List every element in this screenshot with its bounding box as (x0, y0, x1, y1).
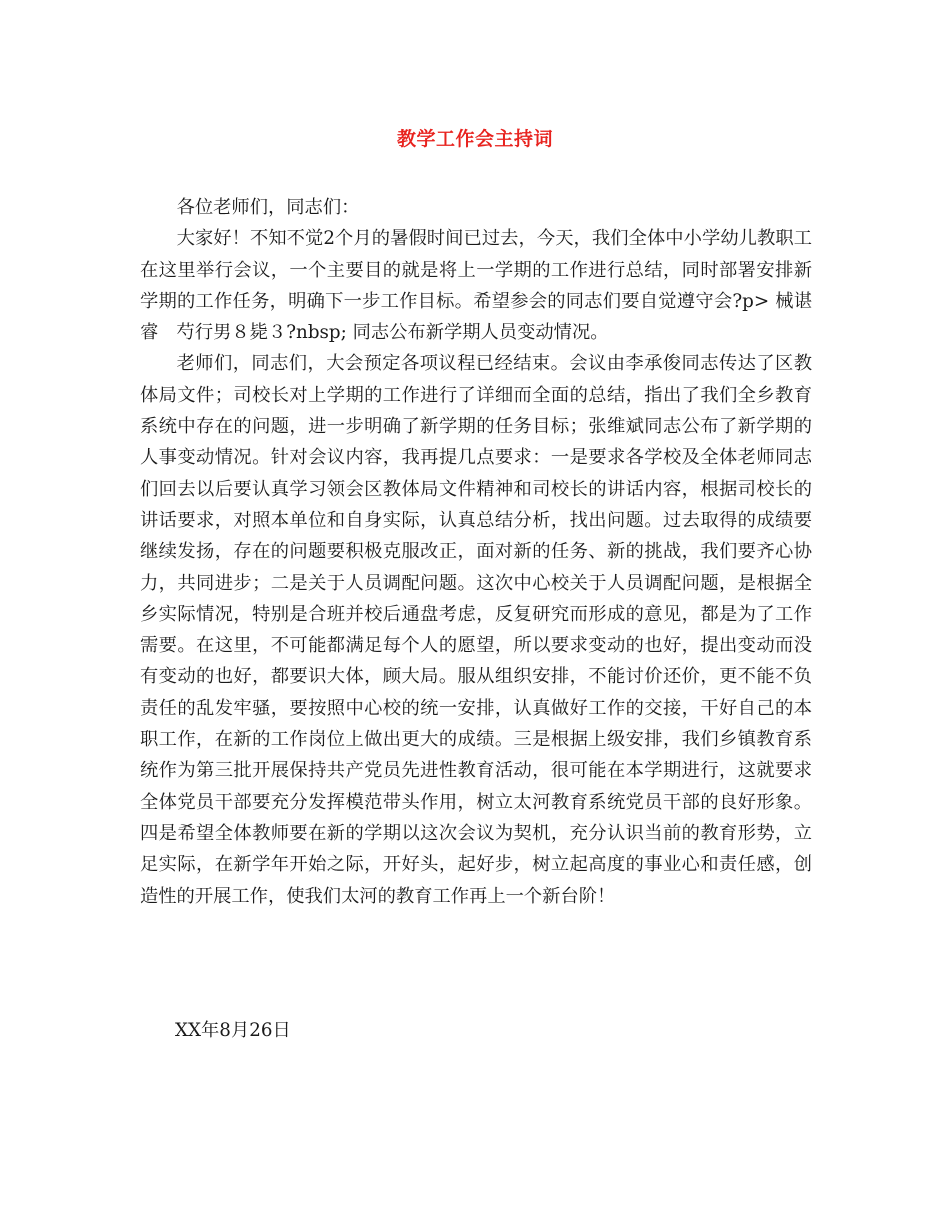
document-date: XX年8月26日 (175, 1020, 291, 1041)
document-body (140, 192, 831, 912)
document-title: 教学工作会主持词 (396, 128, 553, 150)
paragraph-closing-remarks: 老师们，同志们，大会预定各项议程已经结束。会议由李承俊同志传达了区教体局文件；司校长对上学期的工作进行了详细而全面的总结，指出了我们全乡教育系统中存在的问题，进一步明确了新学期的任务目标；张维斌同志公布了新学期的人事变动情况。针对会议内容，我再提几点要求：一是要求各学校及全体老师同志们回去以后要认真学习领会区教体局文件精神和司校长的讲话内容，根据司校长的讲话要求，对照本单位和自身实际，认真总结分析，找出问题。过去取得的成绩要继续发扬，存在的问题要积极克服改正，面对新的任务、新的挑战，我们要齐心协力，共同进步；二是关于人员调配问题。这次中心校关于人员调配问题，是根据全乡实际情况，特别是合班并校后通盘考虑，反复研究而形成的意见，都是为了工作需要。在这里，不可能都满足每个人的愿望，所以要求变动的也好，提出变动而没有变动的也好，都要识大体，顾大局。服从组织安排，不能讨价还价，更不能不负责任的乱发牢骚，要按照中心校的统一安排，认真做好工作的交接，干好自己的本职工作，在新的工作岗位上做出更大的成绩。三是根据上级安排，我们乡镇教育系统作为第三批开展保持共产党员先进性教育活动，很可能在本学期进行，这就要求全体党员干部要充分发挥模范带头作用，树立太河教育系统党员干部的良好形象。四是希望全体教师要在新的学期以这次会议为契机，充分认识当前的教育形势，立足实际，在新学年开始之际，开好头，起好步，树立起高度的事业心和责任感，创造性的开展工作，使我们太河的教育工作再上一个新台阶！ (140, 353, 812, 907)
paragraph-opening: 大家好！不知不觉2个月的暑假时间已过去，今天，我们全体中小学幼儿教职工在这里举行会议，一个主要目的就是将上一学期的工作进行总结，同时部署安排新学期的工作任务，明确下一步工作目标。希望参会的同志们要自觉遵守会?p> 械谌 睿 芍行男８毙３?nbsp; 同志公布新学期人员变动情况。 (140, 228, 831, 344)
greeting-line: 各位老师们，同志们： (176, 197, 360, 218)
